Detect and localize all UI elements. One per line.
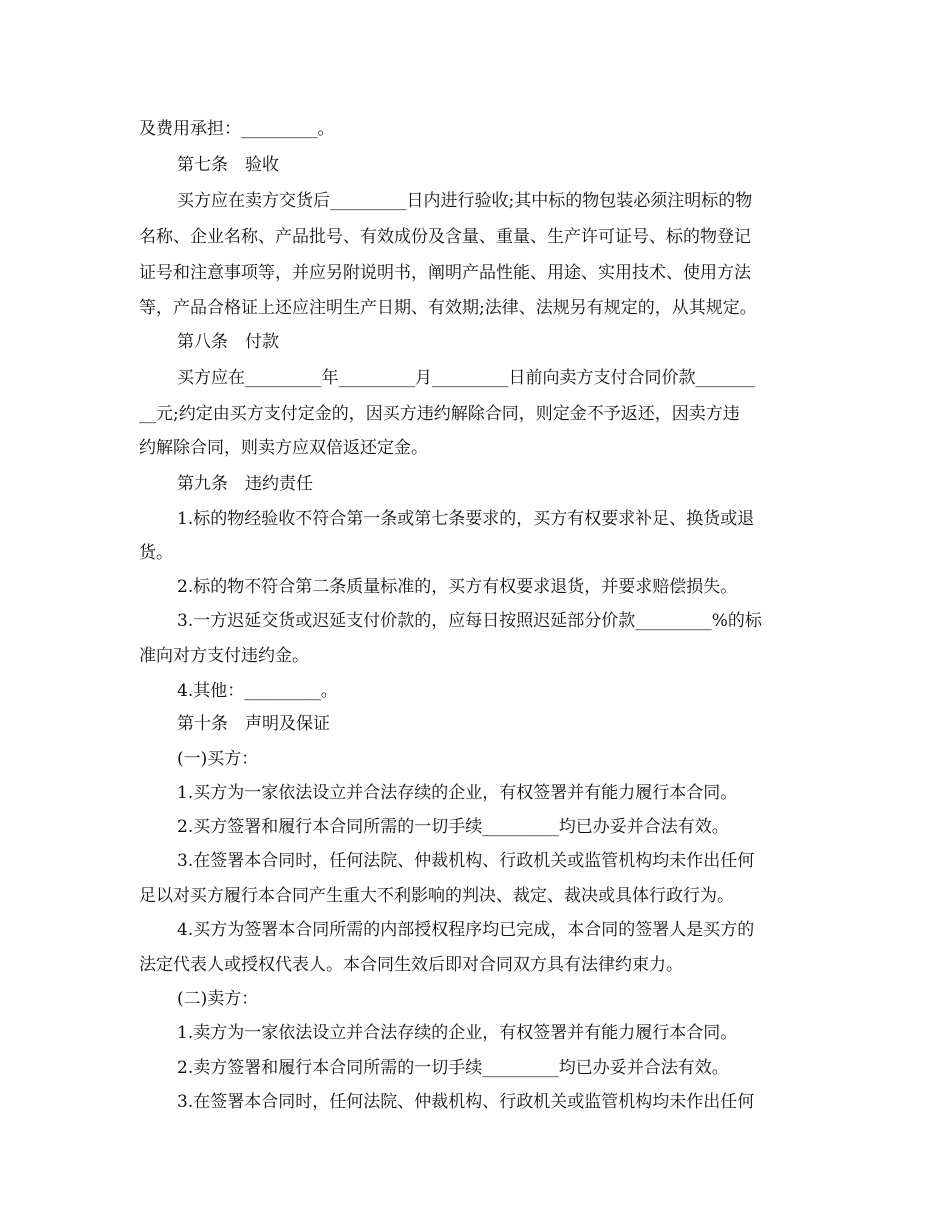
text-line: 等，产品合格证上还应注明生产日期、有效期;法律、法规另有规定的，从其规定。 <box>139 298 757 318</box>
text-line: 名称、企业名称、产品批号、有效成份及含量、重量、生产许可证号、标的物登记 <box>139 227 751 247</box>
article-heading: 第十条 声明及保证 <box>177 714 330 734</box>
text-line: 及费用承担：_________。 <box>139 119 335 139</box>
text-line: 约解除合同，则卖方应双倍返还定金。 <box>139 438 428 458</box>
text-line: 2.卖方签署和履行本合同所需的一切手续_________均已办妥并合法有效。 <box>177 1058 729 1078</box>
text-line: 法定代表人或授权代表人。本合同生效后即对合同双方具有法律约束力。 <box>139 955 683 975</box>
text-line: 准向对方支付违约金。 <box>139 646 309 666</box>
text-line: 1.标的物经验收不符合第一条或第七条要求的，买方有权要求补足、换货或退 <box>177 509 755 529</box>
article-heading: 第七条 验收 <box>177 155 279 175</box>
section-heading: (二)卖方： <box>177 989 259 1009</box>
text-line: __元;约定由买方支付定金的，因买方违约解除合同，则定金不予返还，因卖方违 <box>139 404 740 424</box>
text-line: 1.买方为一家依法设立并合法存续的企业，有权签署并有能力履行本合同。 <box>177 783 738 803</box>
text-line: 4.其他：_________。 <box>177 681 338 701</box>
text-line: 1.卖方为一家依法设立并合法存续的企业，有权签署并有能力履行本合同。 <box>177 1023 738 1043</box>
text-line: 3.在签署本合同时，任何法院、仲裁机构、行政机关或监管机构均未作出任何 <box>177 1092 755 1112</box>
text-line: 买方应在_________年_________月_________日前向卖方支付合同价款_______ <box>177 368 755 388</box>
text-line: 4.买方为签署本合同所需的内部授权程序均已完成，本合同的签署人是买方的 <box>177 920 755 940</box>
text-line: 足以对买方履行本合同产生重大不利影响的判决、裁定、裁决或具体行政行为。 <box>139 886 734 906</box>
article-heading: 第八条 付款 <box>177 332 279 352</box>
text-line: 3.在签署本合同时，任何法院、仲裁机构、行政机关或监管机构均未作出任何 <box>177 851 755 871</box>
text-line: 3.一方迟延交货或迟延支付价款的，应每日按照迟延部分价款_________%的标 <box>177 611 762 631</box>
text-line: 2.买方签署和履行本合同所需的一切手续_________均已办妥并合法有效。 <box>177 817 729 837</box>
text-line: 2.标的物不符合第二条质量标准的，买方有权要求退货，并要求赔偿损失。 <box>177 577 738 597</box>
article-heading: 第九条 违约责任 <box>177 474 313 494</box>
text-line: 买方应在卖方交货后_________日内进行验收;其中标的物包装必须注明标的物 <box>177 191 753 211</box>
text-line: 货。 <box>139 543 173 563</box>
section-heading: (一)买方： <box>177 749 259 769</box>
text-line: 证号和注意事项等，并应另附说明书，阐明产品性能、用途、实用技术、使用方法 <box>139 263 751 283</box>
